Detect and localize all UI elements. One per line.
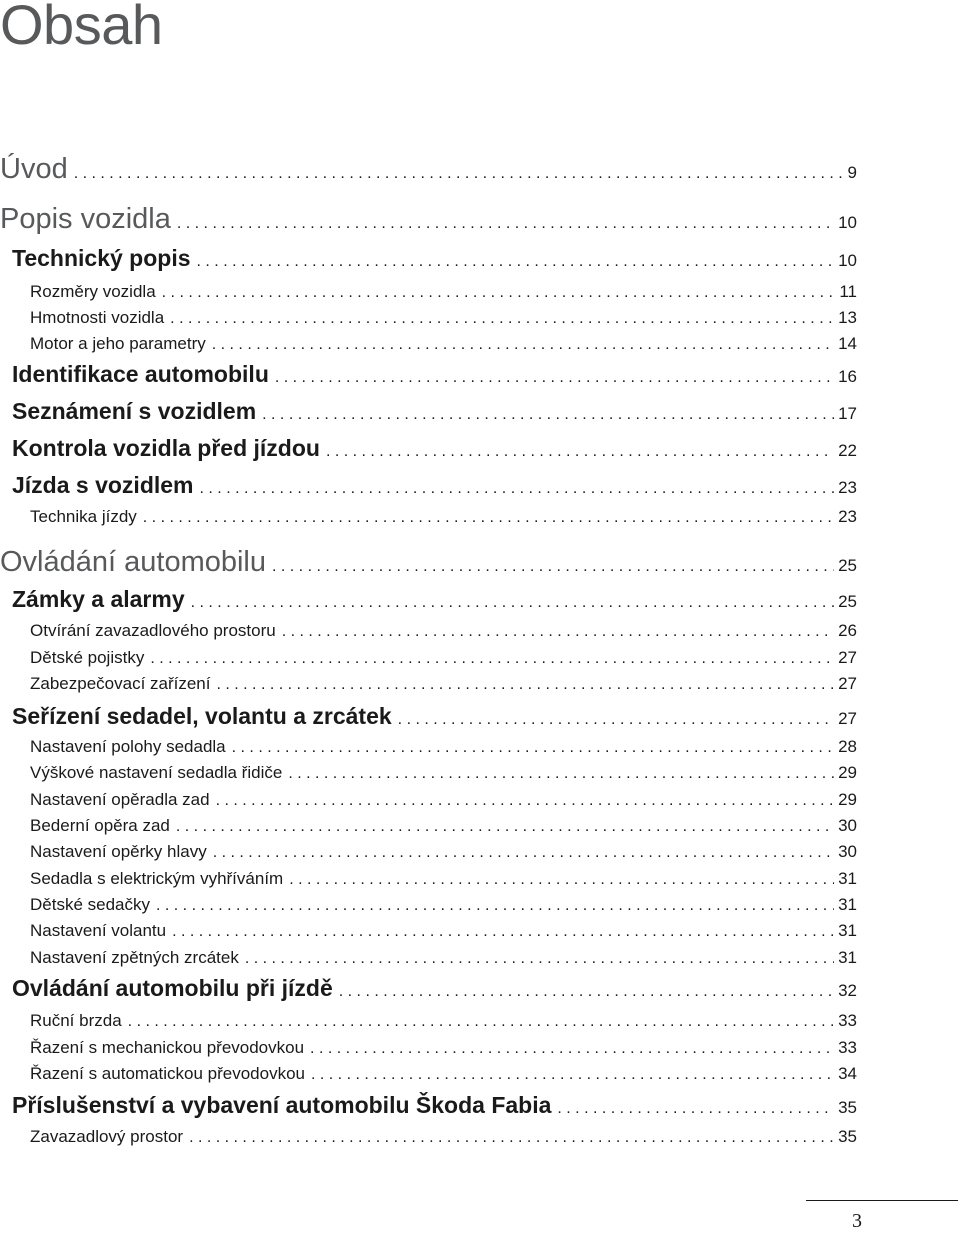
toc-entry[interactable] [0, 546, 857, 579]
toc-leader-dots [212, 336, 834, 354]
toc-entry[interactable] [30, 763, 857, 783]
toc-entry-page: 14 [838, 334, 857, 353]
toc-entry-page: 29 [838, 763, 857, 782]
toc-entry-page: 23 [838, 478, 857, 497]
toc-leader-dots [275, 369, 834, 387]
toc-entry-label: Dětské sedačky [30, 895, 150, 914]
toc-entry-page: 35 [838, 1098, 857, 1117]
toc-entry-page: 9 [847, 163, 857, 182]
toc-entry[interactable] [30, 308, 857, 328]
toc-entry-page: 26 [838, 621, 857, 640]
toc-leader-dots [213, 844, 834, 862]
toc-entry-label: Příslušenství a vybavení automobilu Škoda Fabia [12, 1092, 552, 1118]
toc-entry-label: Identifikace automobilu [12, 361, 269, 387]
page-number: 3 [852, 1210, 862, 1232]
toc-entry-label: Ruční brzda [30, 1011, 122, 1030]
toc-entry-page: 35 [838, 1127, 857, 1146]
toc-leader-dots [74, 165, 844, 183]
toc-leader-dots [128, 1013, 834, 1031]
toc-entry[interactable] [12, 472, 857, 499]
toc-entry-page: 27 [838, 709, 857, 728]
toc-leader-dots [557, 1100, 834, 1118]
toc-entry-page: 25 [838, 592, 857, 611]
toc-entry-label: Seznámení s vozidlem [12, 398, 257, 424]
toc-entry-page: 11 [839, 282, 857, 301]
toc-entry-label: Bederní opěra zad [30, 816, 170, 835]
toc-entry[interactable] [30, 948, 857, 968]
toc-leader-dots [191, 594, 834, 612]
toc-entry-label: Technický popis [12, 245, 191, 271]
toc-leader-dots [245, 950, 834, 968]
toc-entry-label: Nastavení opěradla zad [30, 790, 210, 809]
toc-entry-label: Zabezpečovací zařízení [30, 674, 211, 693]
toc-entry-page: 23 [838, 507, 857, 526]
toc-entry-label: Nastavení zpětných zrcátek [30, 948, 239, 967]
toc-entry[interactable] [30, 1127, 857, 1147]
toc-entry-label: Nastavení opěrky hlavy [30, 842, 207, 861]
toc-entry[interactable] [30, 790, 857, 810]
toc-entry[interactable] [30, 842, 857, 862]
toc-entry-page: 29 [838, 790, 857, 809]
toc-leader-dots [197, 253, 835, 271]
toc-entry[interactable] [30, 895, 857, 915]
toc-entry-label: Seřízení sedadel, volantu a zrcátek [12, 703, 392, 729]
toc-entry-page: 31 [838, 921, 857, 940]
toc-entry[interactable] [30, 648, 857, 668]
toc-entry[interactable] [30, 816, 857, 836]
toc-entry-page: 33 [838, 1038, 857, 1057]
toc-entry[interactable] [12, 398, 857, 425]
toc-leader-dots [162, 284, 836, 302]
toc-entry-page: 34 [838, 1064, 857, 1083]
toc-entry-label: Zámky a alarmy [12, 586, 185, 612]
toc-entry[interactable] [30, 1038, 857, 1058]
toc-entry-label: Technika jízdy [30, 507, 137, 526]
toc-entry[interactable] [0, 153, 857, 186]
toc-entry-label: Hmotnosti vozidla [30, 308, 165, 327]
toc-entry[interactable] [30, 674, 857, 694]
toc-entry[interactable] [30, 869, 857, 889]
toc-entry-page: 22 [838, 441, 857, 460]
toc-entry-page: 28 [838, 737, 857, 756]
toc-entry[interactable] [12, 245, 857, 272]
toc-entry-label: Rozměry vozidla [30, 282, 156, 301]
toc-leader-dots [143, 509, 834, 527]
toc-entry-page: 33 [838, 1011, 857, 1030]
toc-entry-page: 10 [838, 213, 857, 232]
toc-entry-label: Úvod [0, 153, 68, 185]
toc-entry-label: Motor a jeho parametry [30, 334, 206, 353]
toc-entry-label: Řazení s automatickou převodovkou [30, 1064, 305, 1083]
toc-leader-dots [326, 443, 834, 461]
toc-leader-dots [289, 871, 834, 889]
toc-entry-label: Sedadla s elektrickým vyhříváním [30, 869, 284, 888]
toc-entry-label: Otvírání zavazadlového prostoru [30, 621, 276, 640]
toc-entry-label: Dětské pojistky [30, 648, 145, 667]
toc-entry-page: 17 [838, 404, 857, 423]
toc-leader-dots [216, 676, 834, 694]
toc-entry-label: Řazení s mechanickou převodovkou [30, 1038, 305, 1057]
toc-entry-page: 27 [838, 674, 857, 693]
toc-entry-label: Nastavení polohy sedadla [30, 737, 226, 756]
toc-entry[interactable] [12, 975, 857, 1002]
toc-entry[interactable] [30, 737, 857, 757]
toc-entry[interactable] [0, 203, 857, 236]
toc-leader-dots [232, 739, 834, 757]
toc-entry-label: Nastavení volantu [30, 921, 167, 940]
toc-leader-dots [176, 818, 834, 836]
toc-leader-dots [288, 765, 834, 783]
toc-entry-page: 16 [838, 367, 857, 386]
toc-entry-label: Výškové nastavení sedadla řidiče [30, 763, 283, 782]
toc-entry[interactable] [12, 1092, 857, 1119]
toc-entry[interactable] [12, 703, 857, 730]
toc-leader-dots [398, 711, 834, 729]
toc-leader-dots [272, 558, 834, 576]
toc-entry-page: 10 [838, 251, 857, 270]
toc-leader-dots [216, 792, 835, 810]
toc-entry[interactable] [30, 1011, 857, 1031]
toc-entry-page: 31 [838, 895, 857, 914]
toc-entry-page: 30 [838, 816, 857, 835]
toc-entry[interactable] [30, 507, 857, 527]
toc-leader-dots [189, 1129, 834, 1147]
toc-entry-label: Ovládání automobilu [0, 546, 266, 578]
toc-entry-label: Jízda s vozidlem [12, 472, 194, 498]
toc-leader-dots [262, 406, 834, 424]
toc-leader-dots [282, 623, 834, 641]
toc-leader-dots [311, 1066, 834, 1084]
toc-entry-label: Popis vozidla [0, 203, 171, 235]
toc-entry[interactable] [12, 586, 857, 613]
toc-leader-dots [156, 897, 834, 915]
toc-leader-dots [339, 983, 834, 1001]
toc-entry[interactable] [12, 361, 857, 388]
page-title: Obsah [0, 0, 163, 56]
toc-entry[interactable] [12, 435, 857, 462]
toc-leader-dots [170, 310, 834, 328]
toc-leader-dots [150, 650, 834, 668]
toc-entry-page: 27 [838, 648, 857, 667]
toc-entry-page: 31 [838, 948, 857, 967]
toc-entry-page: 32 [838, 981, 857, 1000]
toc-leader-dots [172, 923, 834, 941]
toc-entry[interactable] [30, 334, 857, 354]
toc-entry-page: 30 [838, 842, 857, 861]
toc-entry-label: Ovládání automobilu při jízdě [12, 975, 333, 1001]
toc-leader-dots [310, 1040, 834, 1058]
toc-entry[interactable] [30, 282, 857, 302]
footer-rule [806, 1200, 958, 1201]
toc-entry-label: Kontrola vozidla před jízdou [12, 435, 320, 461]
toc-entry-page: 31 [838, 869, 857, 888]
toc-entry-page: 13 [838, 308, 857, 327]
toc-entry-label: Zavazadlový prostor [30, 1127, 184, 1146]
toc-entry-page: 25 [838, 556, 857, 575]
toc-entry[interactable] [30, 921, 857, 941]
toc-leader-dots [200, 480, 835, 498]
toc-entry[interactable] [30, 621, 857, 641]
toc-entry[interactable] [30, 1064, 857, 1084]
toc-leader-dots [177, 215, 834, 233]
